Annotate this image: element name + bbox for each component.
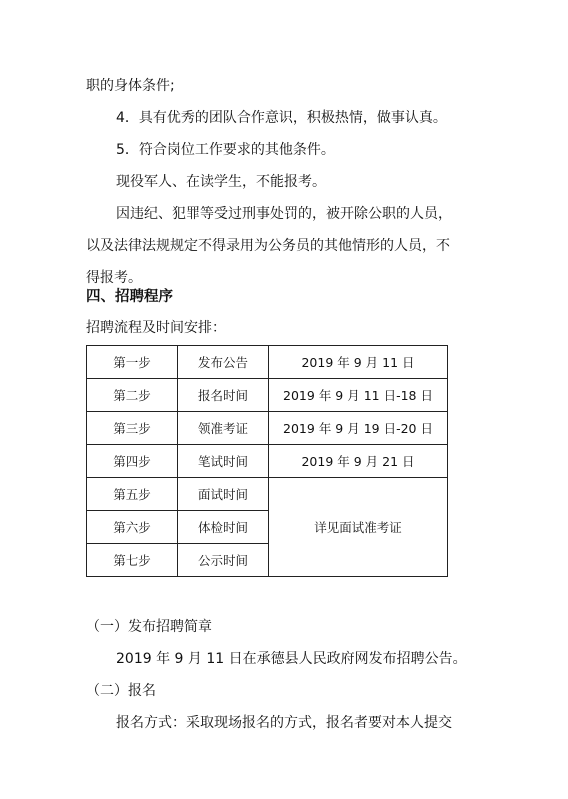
- step-cell: 第五步: [87, 478, 178, 511]
- table-row: [87, 412, 448, 445]
- merged-time-cell: 详见面试准考证: [269, 478, 448, 577]
- subsection-heading: （二）报名: [86, 683, 156, 699]
- table-row: [87, 379, 448, 412]
- step-cell: 第二步: [87, 379, 178, 412]
- time-cell: 2019 年 9 月 21 日: [269, 445, 448, 478]
- table-row: [87, 445, 448, 478]
- body-line: 2019 年 9 月 11 日在承德县人民政府网发布招聘公告。: [116, 651, 467, 667]
- table-caption: 招聘流程及时间安排：: [86, 320, 226, 336]
- body-line: 报名方式：采取现场报名的方式，报名者要对本人提交: [116, 715, 452, 731]
- step-cell: 第七步: [87, 544, 178, 577]
- item-cell: 报名时间: [178, 379, 269, 412]
- item-cell: 面试时间: [178, 478, 269, 511]
- step-cell: 第六步: [87, 511, 178, 544]
- body-line: 职的身体条件;: [86, 78, 175, 94]
- body-line: 5．符合岗位工作要求的其他条件。: [116, 142, 335, 158]
- item-cell: 笔试时间: [178, 445, 269, 478]
- step-cell: 第三步: [87, 412, 178, 445]
- table-row: [87, 478, 448, 511]
- step-cell: 第四步: [87, 445, 178, 478]
- body-line: 以及法律法规规定不得录用为公务员的其他情形的人员，不: [86, 238, 450, 254]
- subsection-heading: （一）发布招聘简章: [86, 619, 212, 635]
- item-cell: 发布公告: [178, 346, 269, 379]
- body-line: 因违纪、犯罪等受过刑事处罚的，被开除公职的人员，: [116, 206, 452, 222]
- body-line: 现役军人、在读学生，不能报考。: [116, 174, 326, 190]
- body-line: 得报考。: [86, 270, 142, 286]
- step-cell: 第一步: [87, 346, 178, 379]
- schedule-table: [86, 345, 448, 577]
- time-cell: 2019 年 9 月 19 日-20 日: [269, 412, 448, 445]
- section-heading: 四、招聘程序: [86, 289, 173, 305]
- time-cell: 2019 年 9 月 11 日-18 日: [269, 379, 448, 412]
- table-row: [87, 346, 448, 379]
- item-cell: 体检时间: [178, 511, 269, 544]
- item-cell: 公示时间: [178, 544, 269, 577]
- time-cell: 2019 年 9 月 11 日: [269, 346, 448, 379]
- item-cell: 领准考证: [178, 412, 269, 445]
- body-line: 4．具有优秀的团队合作意识，积极热情，做事认真。: [116, 110, 447, 126]
